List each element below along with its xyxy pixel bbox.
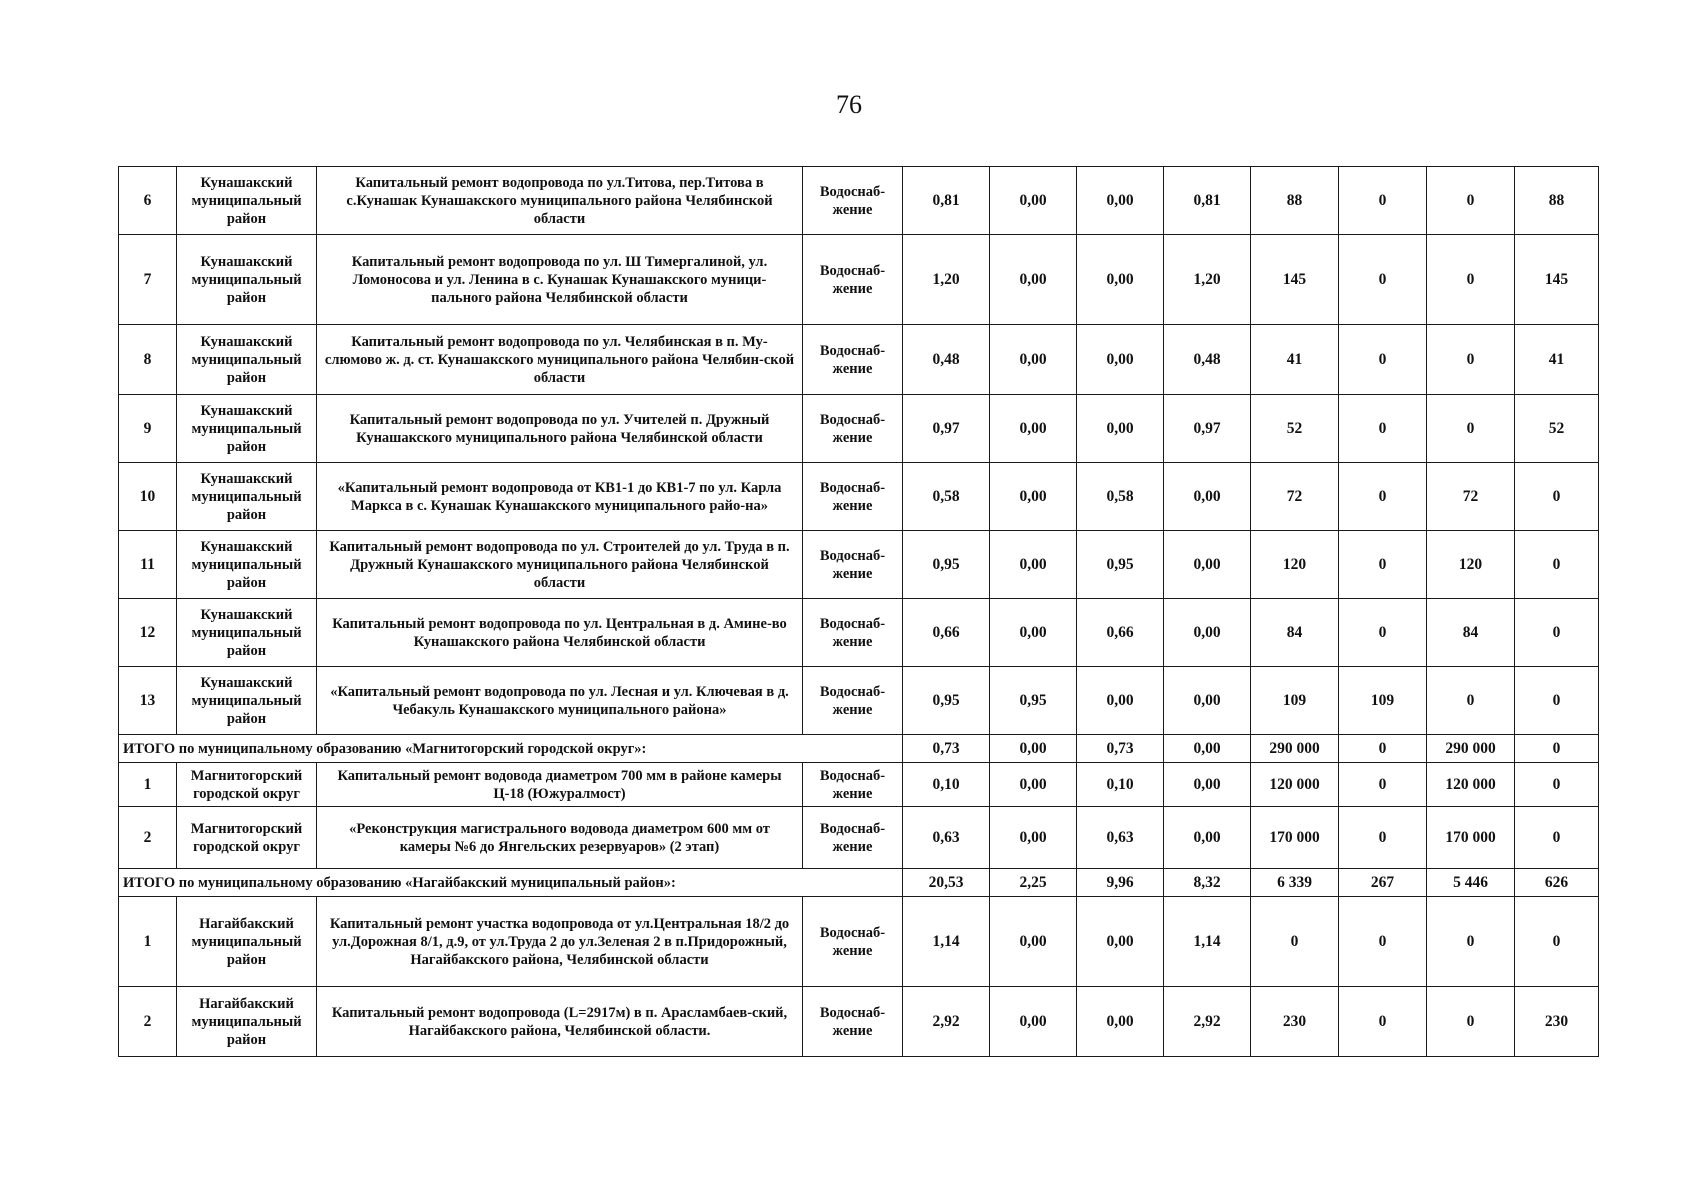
value-cell: 0,00 <box>990 897 1077 987</box>
value-cell: 1,14 <box>1164 897 1251 987</box>
category-cell: Водоснаб-жение <box>803 325 903 395</box>
table-row <box>119 395 1599 463</box>
value-cell: 0 <box>1427 897 1515 987</box>
value-cell: 41 <box>1251 325 1339 395</box>
value-cell: 2,25 <box>990 869 1077 897</box>
row-number-cell: 2 <box>119 807 177 869</box>
total-row <box>119 869 1599 897</box>
value-cell: 0,00 <box>990 599 1077 667</box>
row-number-cell: 7 <box>119 235 177 325</box>
value-cell: 0 <box>1427 325 1515 395</box>
value-cell: 120 <box>1427 531 1515 599</box>
value-cell: 0,00 <box>990 167 1077 235</box>
value-cell: 0 <box>1339 897 1427 987</box>
description-cell: Капитальный ремонт участка водопровода от ул.Центральная 18/2 до ул.Дорожная 8/1, д.9, от ул.Труда 2 до ул.Зеленая 2 в п.Придорожный, Нагайбакского района, Челябинской области <box>317 897 803 987</box>
table-row <box>119 463 1599 531</box>
value-cell: 0,00 <box>990 235 1077 325</box>
value-cell: 0,95 <box>1077 531 1164 599</box>
value-cell: 0 <box>1515 599 1599 667</box>
value-cell: 72 <box>1427 463 1515 531</box>
value-cell: 0,00 <box>990 463 1077 531</box>
value-cell: 0,97 <box>903 395 990 463</box>
value-cell: 0,95 <box>990 667 1077 735</box>
value-cell: 88 <box>1251 167 1339 235</box>
category-cell: Водоснаб-жение <box>803 763 903 807</box>
value-cell: 41 <box>1515 325 1599 395</box>
value-cell: 290 000 <box>1427 735 1515 763</box>
description-cell: Капитальный ремонт водопровода по ул. Учителей п. Дружный Кунашакского муниципального района Челябинской области <box>317 395 803 463</box>
value-cell: 0 <box>1339 807 1427 869</box>
value-cell: 0,00 <box>1164 667 1251 735</box>
value-cell: 8,32 <box>1164 869 1251 897</box>
row-number-cell: 1 <box>119 763 177 807</box>
value-cell: 120 000 <box>1251 763 1339 807</box>
table-row <box>119 599 1599 667</box>
value-cell: 0,00 <box>990 763 1077 807</box>
category-cell: Водоснаб-жение <box>803 987 903 1057</box>
value-cell: 1,20 <box>903 235 990 325</box>
district-cell: Кунашакский муниципальный район <box>177 463 317 531</box>
value-cell: 6 339 <box>1251 869 1339 897</box>
value-cell: 0 <box>1515 667 1599 735</box>
value-cell: 0 <box>1515 807 1599 869</box>
value-cell: 0,00 <box>1164 531 1251 599</box>
data-table <box>118 166 1599 1057</box>
table-row <box>119 235 1599 325</box>
value-cell: 2,92 <box>1164 987 1251 1057</box>
value-cell: 0 <box>1339 167 1427 235</box>
description-cell: Капитальный ремонт водопровода по ул. Челябинская в п. Му-слюмово ж. д. ст. Кунашакского муниципального района Челябин-ской области <box>317 325 803 395</box>
table-row <box>119 807 1599 869</box>
row-number-cell: 6 <box>119 167 177 235</box>
value-cell: 0 <box>1427 667 1515 735</box>
table-row <box>119 167 1599 235</box>
value-cell: 9,96 <box>1077 869 1164 897</box>
value-cell: 0,48 <box>903 325 990 395</box>
value-cell: 145 <box>1251 235 1339 325</box>
value-cell: 0 <box>1515 531 1599 599</box>
value-cell: 0 <box>1251 897 1339 987</box>
value-cell: 1,14 <box>903 897 990 987</box>
value-cell: 120 000 <box>1427 763 1515 807</box>
value-cell: 0,00 <box>1077 167 1164 235</box>
row-number-cell: 1 <box>119 897 177 987</box>
category-cell: Водоснаб-жение <box>803 395 903 463</box>
value-cell: 0 <box>1339 735 1427 763</box>
value-cell: 0 <box>1339 463 1427 531</box>
value-cell: 0,81 <box>903 167 990 235</box>
value-cell: 5 446 <box>1427 869 1515 897</box>
value-cell: 0,48 <box>1164 325 1251 395</box>
value-cell: 0 <box>1515 463 1599 531</box>
value-cell: 0 <box>1339 599 1427 667</box>
value-cell: 120 <box>1251 531 1339 599</box>
value-cell: 0,00 <box>1077 395 1164 463</box>
description-cell: Капитальный ремонт водопровода по ул. Центральная в д. Амине-во Кунашакского района Челябинской области <box>317 599 803 667</box>
category-cell: Водоснаб-жение <box>803 235 903 325</box>
value-cell: 52 <box>1251 395 1339 463</box>
value-cell: 0,00 <box>1077 325 1164 395</box>
value-cell: 0 <box>1427 987 1515 1057</box>
value-cell: 145 <box>1515 235 1599 325</box>
district-cell: Кунашакский муниципальный район <box>177 167 317 235</box>
table-row <box>119 897 1599 987</box>
value-cell: 0,00 <box>1164 463 1251 531</box>
district-cell: Нагайбакский муниципальный район <box>177 897 317 987</box>
category-cell: Водоснаб-жение <box>803 667 903 735</box>
value-cell: 0 <box>1339 235 1427 325</box>
description-cell: Капитальный ремонт водопровода (L=2917м) в п. Арасламбаев-ский, Нагайбакского района, Челябинской области. <box>317 987 803 1057</box>
table-row <box>119 987 1599 1057</box>
category-cell: Водоснаб-жение <box>803 807 903 869</box>
row-number-cell: 12 <box>119 599 177 667</box>
district-cell: Магнитогорский городской округ <box>177 763 317 807</box>
value-cell: 0,63 <box>1077 807 1164 869</box>
page-number: 76 <box>836 90 862 119</box>
row-number-cell: 11 <box>119 531 177 599</box>
value-cell: 0,95 <box>903 531 990 599</box>
row-number-cell: 9 <box>119 395 177 463</box>
district-cell: Кунашакский муниципальный район <box>177 531 317 599</box>
value-cell: 0,95 <box>903 667 990 735</box>
value-cell: 0,10 <box>1077 763 1164 807</box>
row-number-cell: 8 <box>119 325 177 395</box>
value-cell: 0,00 <box>1164 763 1251 807</box>
table-row <box>119 763 1599 807</box>
value-cell: 0,58 <box>1077 463 1164 531</box>
category-cell: Водоснаб-жение <box>803 599 903 667</box>
category-cell: Водоснаб-жение <box>803 897 903 987</box>
district-cell: Кунашакский муниципальный район <box>177 325 317 395</box>
value-cell: 170 000 <box>1427 807 1515 869</box>
value-cell: 0,00 <box>990 807 1077 869</box>
total-label: ИТОГО по муниципальному образованию «Магнитогорский городской округ»: <box>119 735 903 763</box>
value-cell: 52 <box>1515 395 1599 463</box>
value-cell: 84 <box>1251 599 1339 667</box>
value-cell: 0 <box>1339 395 1427 463</box>
value-cell: 626 <box>1515 869 1599 897</box>
value-cell: 267 <box>1339 869 1427 897</box>
value-cell: 0,00 <box>1164 807 1251 869</box>
description-cell: Капитальный ремонт водопровода по ул.Титова, пер.Титова в с.Кунашак Кунашакского муниципального района Челябинской области <box>317 167 803 235</box>
district-cell: Кунашакский муниципальный район <box>177 235 317 325</box>
value-cell: 0 <box>1427 395 1515 463</box>
description-cell: Капитальный ремонт водопровода по ул. Ш Тимергалиной, ул. Ломоносова и ул. Ленина в с. Кунашак Кунашакского муници-пального района Челябинской области <box>317 235 803 325</box>
value-cell: 0 <box>1515 897 1599 987</box>
value-cell: 88 <box>1515 167 1599 235</box>
value-cell: 0 <box>1515 735 1599 763</box>
district-cell: Магнитогорский городской округ <box>177 807 317 869</box>
value-cell: 109 <box>1339 667 1427 735</box>
value-cell: 0 <box>1515 763 1599 807</box>
table-row <box>119 325 1599 395</box>
value-cell: 0,00 <box>990 987 1077 1057</box>
value-cell: 0,97 <box>1164 395 1251 463</box>
value-cell: 290 000 <box>1251 735 1339 763</box>
category-cell: Водоснаб-жение <box>803 167 903 235</box>
description-cell: «Капитальный ремонт водопровода от КВ1-1 до КВ1-7 по ул. Карла Маркса в с. Кунашак Кунашакского муниципального райо-на» <box>317 463 803 531</box>
row-number-cell: 13 <box>119 667 177 735</box>
value-cell: 0,66 <box>1077 599 1164 667</box>
value-cell: 230 <box>1251 987 1339 1057</box>
value-cell: 230 <box>1515 987 1599 1057</box>
value-cell: 0 <box>1339 531 1427 599</box>
total-row <box>119 735 1599 763</box>
value-cell: 0,00 <box>990 395 1077 463</box>
value-cell: 0,00 <box>1077 987 1164 1057</box>
category-cell: Водоснаб-жение <box>803 531 903 599</box>
row-number-cell: 10 <box>119 463 177 531</box>
description-cell: Капитальный ремонт водовода диаметром 700 мм в районе камеры Ц-18 (Южуралмост) <box>317 763 803 807</box>
description-cell: «Капитальный ремонт водопровода по ул. Лесная и ул. Ключевая в д. Чебакуль Кунашакского муниципального района» <box>317 667 803 735</box>
value-cell: 0 <box>1339 325 1427 395</box>
value-cell: 170 000 <box>1251 807 1339 869</box>
value-cell: 0,73 <box>903 735 990 763</box>
table-row <box>119 667 1599 735</box>
description-cell: «Реконструкция магистрального водовода диаметром 600 мм от камеры №6 до Янгельских резервуаров» (2 этап) <box>317 807 803 869</box>
value-cell: 0,00 <box>1077 897 1164 987</box>
category-cell: Водоснаб-жение <box>803 463 903 531</box>
value-cell: 109 <box>1251 667 1339 735</box>
row-number-cell: 2 <box>119 987 177 1057</box>
value-cell: 72 <box>1251 463 1339 531</box>
value-cell: 0,66 <box>903 599 990 667</box>
district-cell: Кунашакский муниципальный район <box>177 395 317 463</box>
value-cell: 84 <box>1427 599 1515 667</box>
value-cell: 0,00 <box>990 325 1077 395</box>
value-cell: 20,53 <box>903 869 990 897</box>
value-cell: 0 <box>1339 987 1427 1057</box>
value-cell: 0,00 <box>1077 235 1164 325</box>
value-cell: 0,00 <box>1164 735 1251 763</box>
table-row <box>119 531 1599 599</box>
description-cell: Капитальный ремонт водопровода по ул. Строителей до ул. Труда в п. Дружный Кунашакского муниципального района Челябинской области <box>317 531 803 599</box>
value-cell: 0,00 <box>990 735 1077 763</box>
total-label: ИТОГО по муниципальному образованию «Нагайбакский муниципальный район»: <box>119 869 903 897</box>
value-cell: 0 <box>1427 167 1515 235</box>
district-cell: Кунашакский муниципальный район <box>177 599 317 667</box>
value-cell: 0,00 <box>1164 599 1251 667</box>
value-cell: 0,73 <box>1077 735 1164 763</box>
value-cell: 1,20 <box>1164 235 1251 325</box>
value-cell: 0,63 <box>903 807 990 869</box>
value-cell: 0 <box>1339 763 1427 807</box>
value-cell: 0,81 <box>1164 167 1251 235</box>
district-cell: Кунашакский муниципальный район <box>177 667 317 735</box>
value-cell: 0,10 <box>903 763 990 807</box>
value-cell: 0,58 <box>903 463 990 531</box>
district-cell: Нагайбакский муниципальный район <box>177 987 317 1057</box>
value-cell: 0 <box>1427 235 1515 325</box>
value-cell: 2,92 <box>903 987 990 1057</box>
value-cell: 0,00 <box>990 531 1077 599</box>
value-cell: 0,00 <box>1077 667 1164 735</box>
